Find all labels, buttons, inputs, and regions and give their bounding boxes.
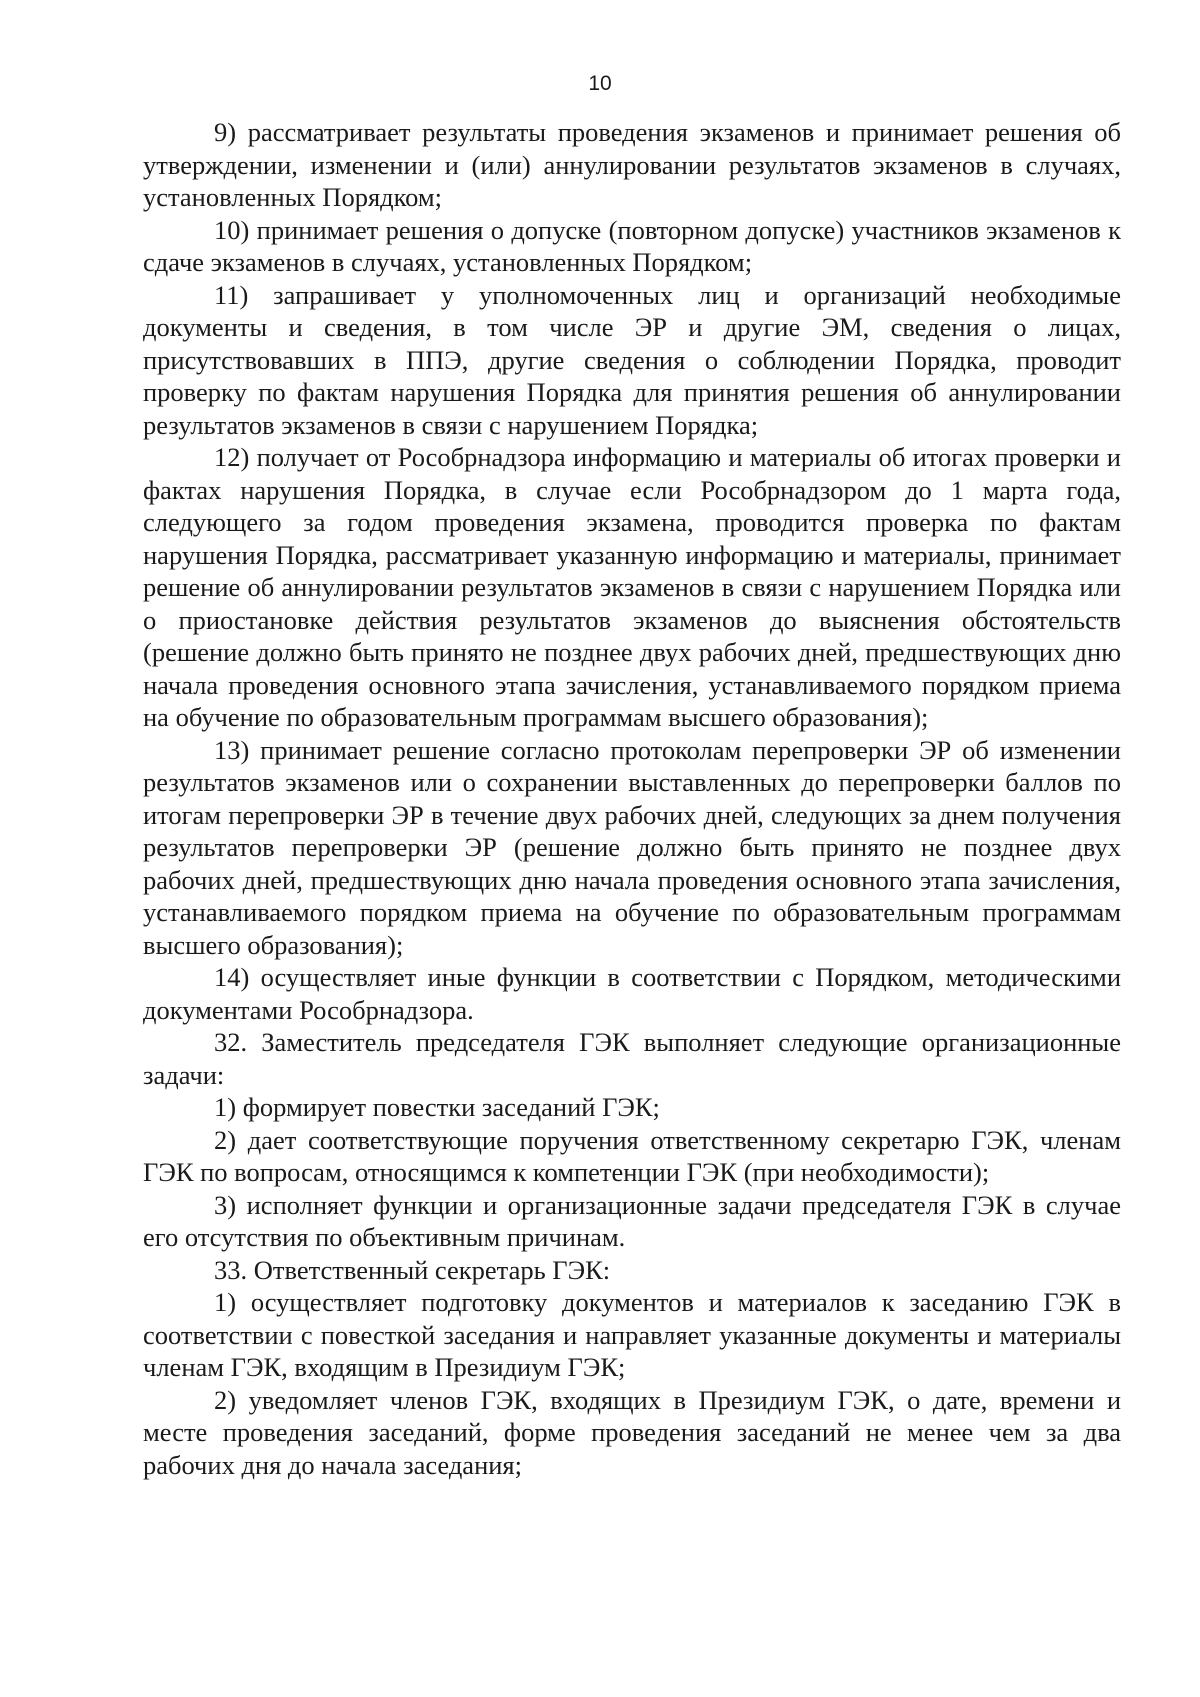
paragraph-item-13: 13) принимает решение согласно протоколам перепроверки ЭР об изменении результатов экзаменов или о сохранении выставленных до перепроверки баллов по итогам перепроверки ЭР в течение двух рабочих дней, следующих за днем получения результатов перепроверки ЭР (решение должно быть принято не позднее двух рабочих дней, предшествующих дню начала проведения основного этапа зачисления, устанавливаемого порядком приема на обучение по образовательным программам высшего образования); — [143, 734, 1121, 960]
paragraph-32-item-1: 1) формирует повестки заседаний ГЭК; — [214, 1092, 660, 1122]
paragraph-item-10: 10) принимает решения о допуске (повторном допуске) участников экзаменов к сдаче экзаменов в случаях, установленных Порядком; — [143, 214, 1121, 277]
document-body — [143, 116, 1121, 1481]
paragraph-section-32: 32. Заместитель председателя ГЭК выполняет следующие организационные задачи: — [143, 1027, 1121, 1090]
paragraph-32-item-3: 3) исполняет функции и организационные задачи председателя ГЭК в случае его отсутствия по объективным причинам. — [143, 1189, 1121, 1252]
paragraph-item-11: 11) запрашивает у уполномоченных лиц и организаций необходимые документы и сведения, в том числе ЭР и другие ЭМ, сведения о лицах, присутствовавших в ППЭ, другие сведения о соблюдении Порядка, проводит проверку по фактам нарушения Порядка для принятия решения об аннулировании результатов экзаменов в связи с нарушением Порядка; — [143, 279, 1121, 440]
page-number: 10 — [588, 72, 612, 95]
paragraph-item-9: 9) рассматривает результаты проведения экзаменов и принимает решения об утверждении, изменении и (или) аннулировании результатов экзаменов в случаях, установленных Порядком; — [143, 117, 1121, 212]
paragraph-section-33: 33. Ответственный секретарь ГЭК: — [214, 1254, 611, 1285]
paragraph-item-12: 12) получает от Рособрнадзора информацию и материалы об итогах проверки и фактах нарушения Порядка, в случае если Рособрнадзором до 1 марта года, следующего за годом проведения экзамена, проводится проверка по фактам нарушения Порядка, рассматривает указанную информацию и материалы, принимает решение об аннулировании результатов экзаменов в связи с нарушением Порядка или о приостановке действия результатов экзаменов до выяснения обстоятельств (решение должно быть принято не позднее двух рабочих дней, предшествующих дню начала проведения основного этапа зачисления, устанавливаемого порядком приема на обучение по образовательным программам высшего образования); — [143, 442, 1121, 732]
paragraph-item-14: 14) осуществляет иные функции в соответствии с Порядком, методическими документами Рособрнадзора. — [143, 962, 1121, 1025]
paragraph-33-item-2: 2) уведомляет членов ГЭК, входящих в Президиум ГЭК, о дате, времени и месте проведения заседаний, форме проведения заседаний не менее чем за два рабочих дня до начала заседания; — [143, 1384, 1121, 1480]
paragraph-33-item-1: 1) осуществляет подготовку документов и материалов к заседанию ГЭК в соответствии с повесткой заседания и направляет указанные документы и материалы членам ГЭК, входящим в Президиум ГЭК; — [143, 1287, 1121, 1382]
paragraph-32-item-2: 2) дает соответствующие поручения ответственному секретарю ГЭК, членам ГЭК по вопросам, относящимся к компетенции ГЭК (при необходимости); — [143, 1124, 1121, 1187]
